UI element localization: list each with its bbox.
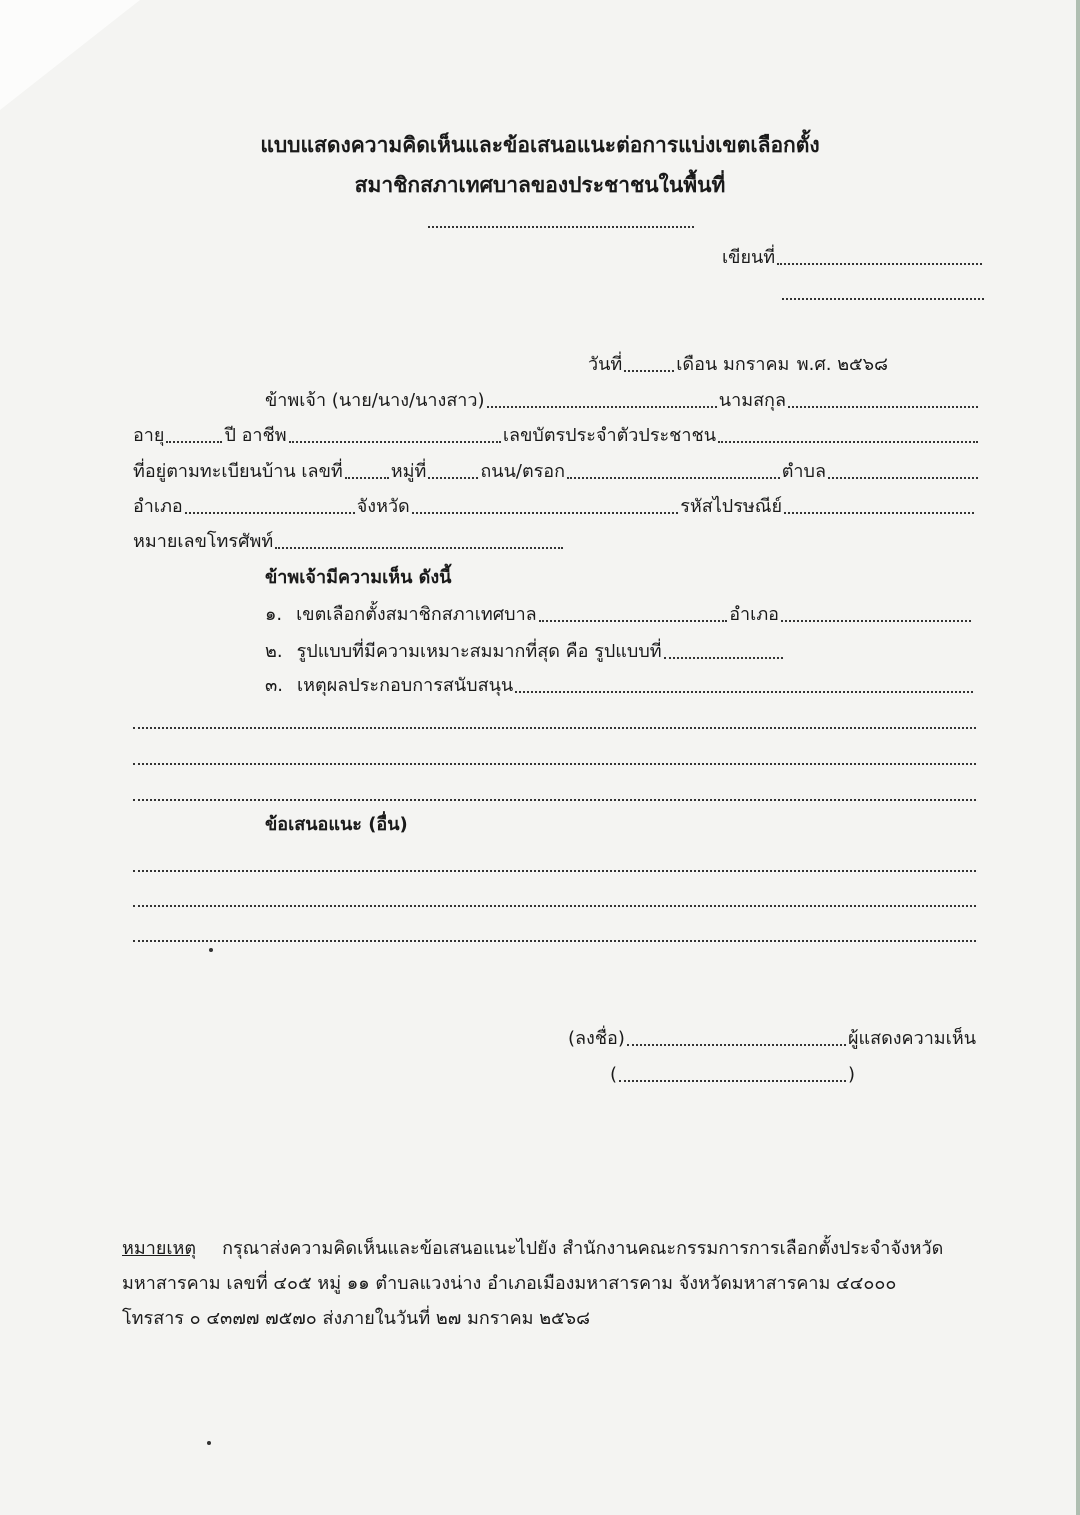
age-row [133,424,980,448]
address-row [133,460,980,484]
name-label: ข้าพเจ้า (นาย/นาง/นางสาว) [265,390,485,411]
opinion-item-1-label: เขตเลือกตั้งสมาชิกสภาเทศบาล [296,604,537,625]
id-card-field[interactable] [718,441,978,443]
name-field[interactable] [487,406,717,408]
postal-code-label: รหัสไปรษณีย์ [680,496,782,517]
note-text-1: กรุณาส่งความคิดเห็นและข้อเสนอแนะไปยัง สำนักงานคณะกรรมการการเลือกตั้งประจำจังหวัด [222,1238,944,1259]
postal-code-field[interactable] [784,512,974,514]
printed-name-open-paren: ( [610,1064,618,1085]
note-line-3: โทรสาร ๐ ๔๓๗๗ ๗๕๗๐ ส่งภายในวันที่ ๒๗ มกราคม ๒๕๖๘ [122,1308,590,1329]
age-field[interactable] [166,441,222,443]
date-year-label: พ.ศ. ๒๕๖๘ [796,354,888,375]
house-no-field[interactable] [345,477,389,479]
suggestion-line-3[interactable] [133,940,976,942]
id-card-label: เลขบัตรประจำตัวประชาชน [502,425,716,446]
phone-row [133,530,565,554]
form-title-line1: แบบแสดงความคิดเห็นและข้อเสนอแนะต่อการแบ่งเขตเลือกตั้ง [260,133,820,157]
opinion-item-3 [265,674,975,698]
province-label: จังหวัด [356,496,410,517]
opinion-item-2-number: ๒. [265,641,283,662]
page-fold-corner [0,0,140,110]
note-label: หมายเหตุ [122,1238,197,1259]
reason-line-3[interactable] [133,799,976,801]
note-line-1 [122,1237,943,1261]
amphoe-field[interactable] [185,512,355,514]
province-field[interactable] [412,512,678,514]
signature-field[interactable] [627,1044,846,1046]
page-edge-shadow [1076,0,1080,1515]
age-label: อายุ [133,425,165,446]
phone-label: หมายเลขโทรศัพท์ [133,531,274,552]
phone-field[interactable] [275,547,563,549]
form-title-line2: สมาชิกสภาเทศบาลของประชาชนในพื้นที่ [354,173,726,197]
note-line-2: มหาสารคาม เลขที่ ๔๐๕ หมู่ ๑๑ ตำบลแวงน่าง อำเภอเมืองมหาสารคาม จังหวัดมหาสารคาม ๔๔๐๐๐ [122,1273,897,1294]
printed-name-close-paren: ) [847,1064,855,1085]
surname-label: นามสกุล [718,390,786,411]
occupation-field[interactable] [289,441,501,443]
opinion-item-2-label: รูปแบบที่มีความเหมาะสมมากที่สุด คือ รูปแบบที่ [296,641,662,662]
house-no-label: ที่อยู่ตามทะเบียนบ้าน เลขที่ [133,461,343,482]
road-field[interactable] [567,477,780,479]
printed-name-row [610,1063,855,1087]
amphoe-label: อำเภอ [133,496,183,517]
reason-line-2[interactable] [133,763,976,765]
suggestion-line-2[interactable] [133,905,976,907]
surname-field[interactable] [788,406,978,408]
suggestion-heading: ข้อเสนอแนะ (อื่น) [265,814,408,835]
opinion-item-2 [265,640,785,664]
scan-speck [207,1441,211,1445]
municipality-blank[interactable] [428,226,694,228]
opinion-heading: ข้าพเจ้ามีความเห็น ดังนี้ [265,567,452,588]
moo-label: หมู่ที่ [390,461,427,482]
opinion-item-3-number: ๓. [265,675,284,696]
tambon-label: ตำบล [781,461,826,482]
opinion-item-1-amphoe-label: อำเภอ [729,604,779,625]
occupation-label: ปี อาชีพ [224,425,287,446]
signer-role: ผู้แสดงความเห็น [847,1028,976,1049]
name-row [265,389,980,413]
written-at-field-2[interactable] [782,298,984,300]
written-at-label: เขียนที่ [722,247,776,268]
date-day-field[interactable] [624,370,674,372]
signature-label: (ลงชื่อ) [568,1028,625,1049]
date-row [588,353,888,377]
opinion-item-1-number: ๑. [265,604,283,625]
opinion-item-1 [265,603,973,627]
opinion-item-3-label: เหตุผลประกอบการสนับสนุน [297,675,514,696]
date-day-label: วันที่ [588,354,623,375]
written-at-field[interactable] [777,263,982,265]
printed-name-field[interactable] [619,1080,846,1082]
electoral-district-field[interactable] [539,620,728,622]
opinion-amphoe-field[interactable] [781,620,971,622]
reason-field[interactable] [515,691,973,693]
moo-field[interactable] [428,477,478,479]
reason-line-1[interactable] [133,727,976,729]
road-label: ถนน/ตรอก [480,461,566,482]
written-at-row [722,246,984,270]
district-row [133,495,976,519]
date-month-label: เดือน มกราคม [676,354,790,375]
suggestion-line-1[interactable] [133,870,976,872]
tambon-field[interactable] [828,477,978,479]
signature-row [568,1027,976,1051]
scan-speck [209,948,213,952]
format-number-field[interactable] [664,657,783,659]
